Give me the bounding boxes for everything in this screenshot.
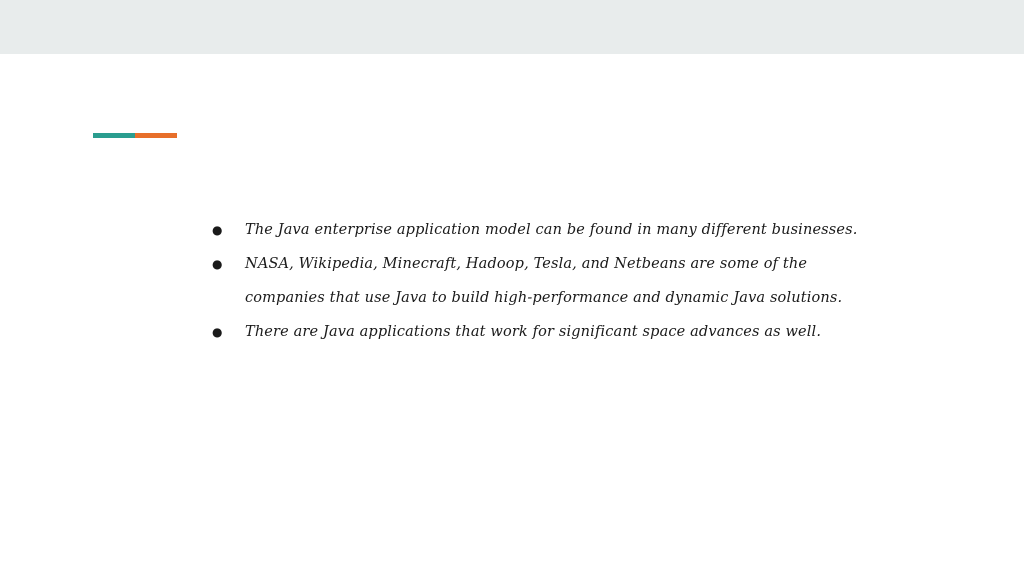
accent-line: [93, 133, 177, 138]
bullet-text: The Java enterprise application model can be found in many different businesses.: [245, 222, 858, 238]
bullet-item: [212, 213, 892, 247]
bullet-dot-icon: ●: [212, 257, 223, 271]
bullet-text-continued: companies that use Java to build high-performance and dynamic Java solutions.: [245, 290, 843, 306]
bullet-item: [212, 315, 892, 349]
accent-line-orange: [135, 133, 177, 138]
top-band: [0, 0, 1024, 54]
bullet-dot-icon: ●: [212, 325, 223, 339]
bullet-list: [212, 213, 892, 349]
accent-line-teal: [93, 133, 135, 138]
bullet-item: [212, 247, 892, 315]
bullet-text: NASA, Wikipedia, Minecraft, Hadoop, Tesla, and Netbeans are some of the: [245, 256, 808, 272]
bullet-text: There are Java applications that work for significant space advances as well.: [245, 324, 822, 340]
bullet-dot-icon: ●: [212, 223, 223, 237]
